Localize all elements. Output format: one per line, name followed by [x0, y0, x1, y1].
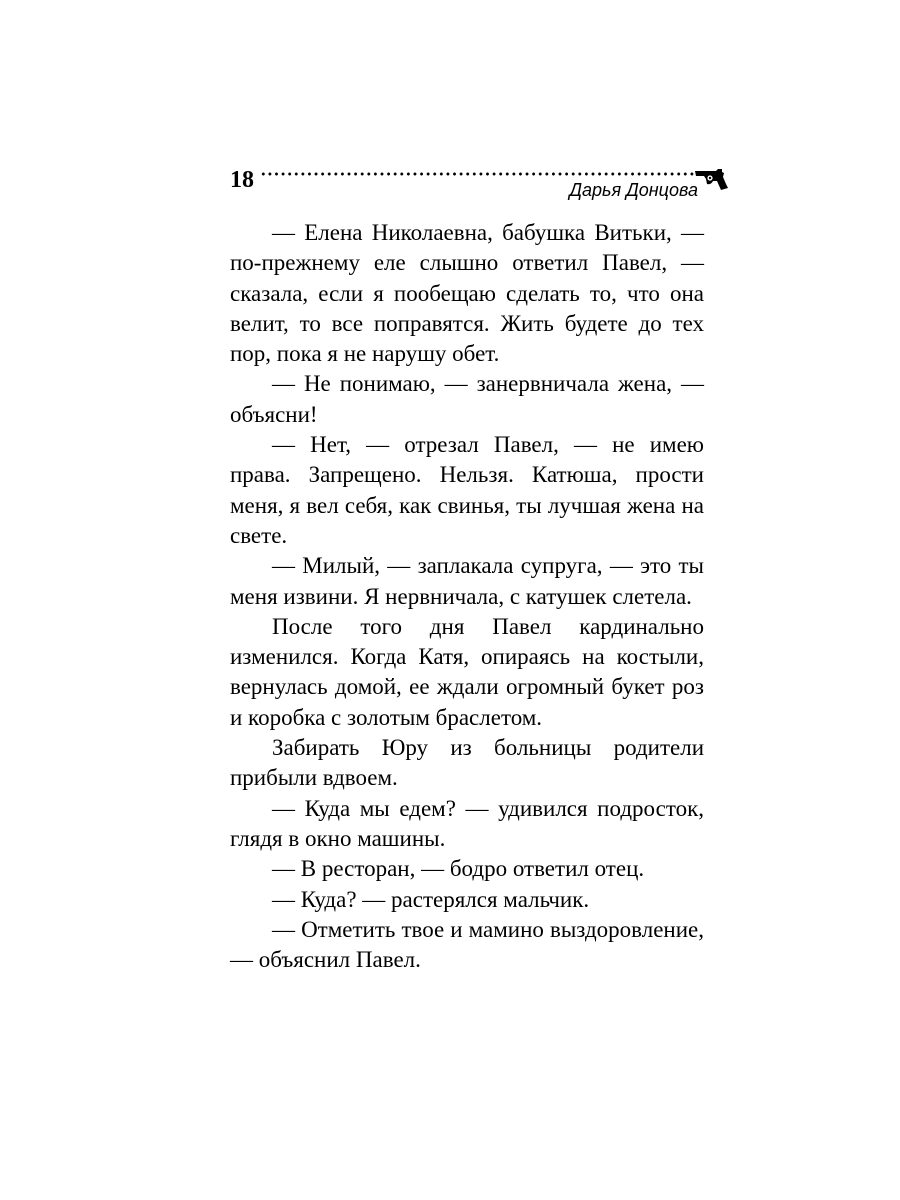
dotted-rule	[260, 172, 698, 176]
paragraph: — Отметить твое и мамино выздоровление, — объяснил Павел.	[230, 916, 704, 973]
page-number: 18	[230, 167, 254, 193]
paragraph: После того дня Павел кардинально изменился. Когда Катя, опираясь на костыли, вернулась домой, ее ждали огромный букет роз и коробка с золотым браслетом.	[230, 613, 704, 730]
paragraph: — Елена Николаевна, бабушка Витьки, — по-прежнему еле слышно ответил Павел, — сказала, если я пообещаю сделать то, что она велит, то все поправятся. Жить будете до тех пор, пока я не нарушу обет.	[230, 220, 704, 367]
paragraph: — Куда? — растерялся мальчик.	[272, 886, 590, 912]
running-header	[230, 160, 730, 200]
paragraph: — Куда мы едем? — удивился подросток, глядя в окно машины.	[230, 795, 704, 851]
revolver-icon	[694, 166, 730, 192]
author-name: Дарья Донцова	[569, 180, 698, 200]
paragraph: — Милый, — заплакала супруга, — это ты меня извини. Я нервничала, с катушек слетела.	[230, 553, 704, 609]
paragraph: — Нет, — отрезал Павел, — не имею права. Запрещено. Нельзя. Катюша, прости меня, я вел себя, как свинья, ты лучшая жена на свете.	[230, 432, 704, 548]
paragraph: Забирать Юру из больницы родители прибыли вдвоем.	[230, 735, 704, 791]
paragraph: — Не понимаю, — занервничала жена, — объясни!	[230, 371, 704, 427]
paragraph: — В ресторан, — бодро ответил отец.	[272, 856, 645, 882]
page-body	[230, 218, 704, 975]
